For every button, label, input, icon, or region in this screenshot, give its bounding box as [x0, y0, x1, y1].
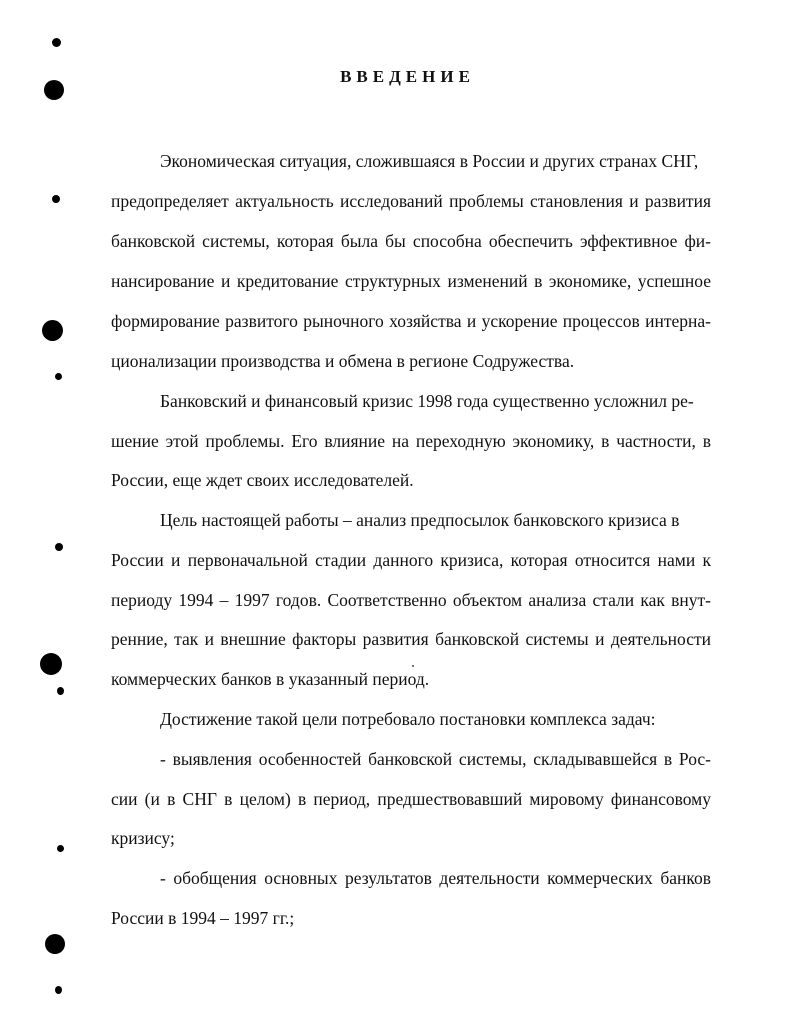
text-line: сии (и в СНГ в целом) в период, предшествовавший мировому финансовому	[111, 789, 711, 809]
punch-hole-mark	[52, 195, 60, 203]
text-line: ренние, так и внешние факторы развития банковской системы и деятельности	[111, 629, 711, 649]
text-line: России и первоначальной стадии данного кризиса, которая относится нами к	[111, 550, 711, 570]
punch-hole-mark	[52, 38, 61, 47]
text-line: коммерческих банков в указанный период.	[111, 669, 430, 689]
text-line: России, еще ждет своих исследователей.	[111, 470, 414, 490]
text-line: ционализации производства и обмена в регионе Содружества.	[111, 351, 575, 371]
text-line: банковской системы, которая была бы способна обеспечить эффективное фи-	[111, 231, 711, 251]
text-line: - выявления особенностей банковской системы, складывавшейся в Рос-	[160, 749, 711, 769]
text-line: Экономическая ситуация, сложившаяся в России и других странах СНГ,	[160, 151, 699, 171]
punch-hole-mark	[55, 986, 62, 994]
punch-hole-mark	[55, 543, 63, 551]
text-line: периоду 1994 – 1997 годов. Соответственно объектом анализа стали как внут-	[111, 590, 711, 610]
text-line: Банковский и финансовый кризис 1998 года существенно усложнил ре-	[160, 391, 694, 411]
text-line: предопределяет актуальность исследований проблемы становления и развития	[111, 191, 711, 211]
text-line: Цель настоящей работы – анализ предпосылок банковского кризиса в	[160, 510, 680, 530]
text-line: формирование развитого рыночного хозяйства и ускорение процессов интерна-	[111, 311, 711, 331]
text-line: России в 1994 – 1997 гг.;	[111, 908, 295, 928]
punch-hole-mark	[57, 687, 64, 695]
punch-hole	[40, 653, 62, 675]
punch-hole	[45, 934, 65, 954]
text-line: шение этой проблемы. Его влияние на переходную экономику, в частности, в	[111, 431, 711, 451]
punch-hole-mark	[57, 845, 64, 852]
punch-hole	[42, 320, 63, 341]
text-line: кризису;	[111, 828, 175, 848]
scan-speck	[412, 665, 414, 667]
text-line: нансирование и кредитование структурных изменений в экономике, успешное	[111, 271, 711, 291]
punch-hole-mark	[55, 373, 62, 380]
page-title: ВВЕДЕНИЕ	[340, 67, 475, 86]
text-line: - обобщения основных результатов деятельности коммерческих банков	[160, 868, 711, 888]
text-line: Достижение такой цели потребовало постановки комплекса задач:	[160, 709, 656, 729]
